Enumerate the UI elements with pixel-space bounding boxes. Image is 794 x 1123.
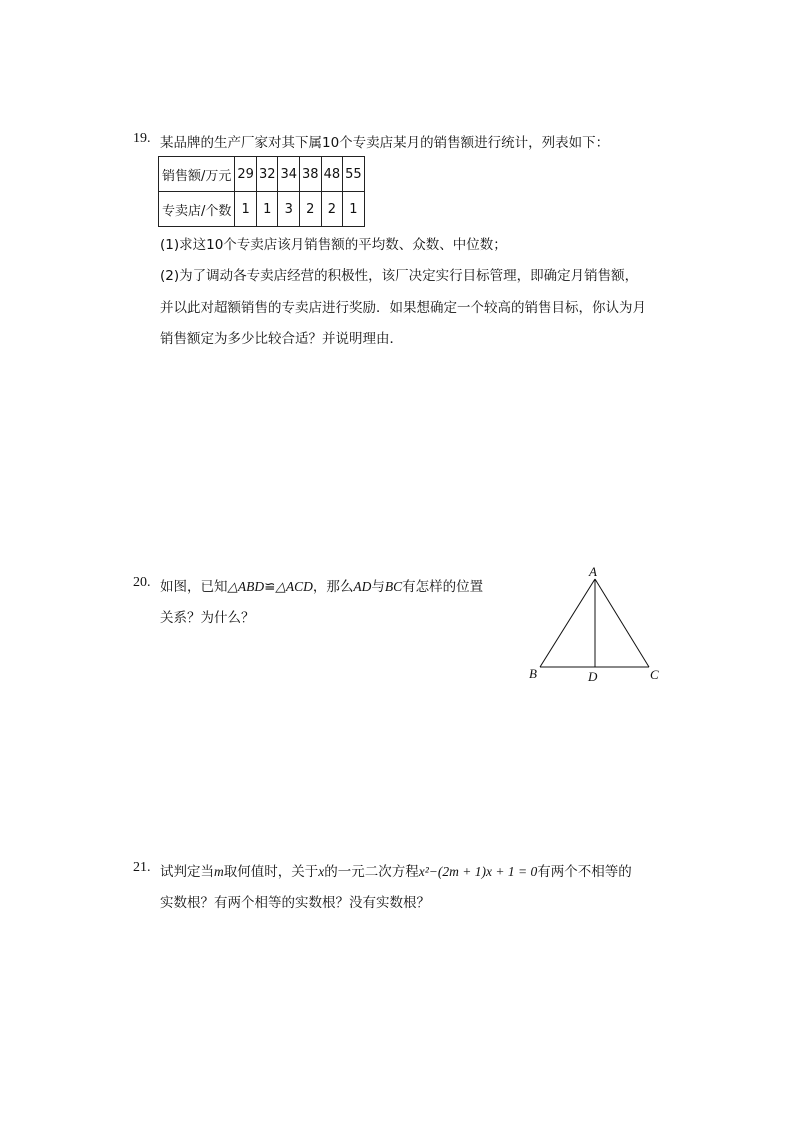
table-cell: 1 [343, 192, 365, 227]
triangle-acd: △ACD [275, 579, 313, 594]
question-number-20: 20. [133, 575, 151, 590]
label-a: A [589, 564, 597, 579]
table-header-stores: 专卖店/个数 [159, 192, 235, 227]
quadratic-equation: x²−(2m + 1)x + 1 = 0 [418, 864, 538, 879]
question-20-line2: 关系？为什么？ [160, 610, 255, 626]
segment-ac [595, 579, 649, 667]
table-row [159, 192, 365, 227]
variable-m: m [214, 864, 224, 879]
table-cell: 3 [278, 192, 300, 227]
sales-table [158, 156, 365, 227]
text: 如图，已知 [160, 579, 228, 595]
segment-bc: BC [384, 579, 403, 594]
label-d: D [588, 669, 598, 684]
text: 的一元二次方程 [324, 864, 419, 880]
text: 试判定当 [160, 864, 214, 880]
question-19-part2-line2: 并以此对超额销售的专卖店进行奖励．如果想确定一个较高的销售目标，你认为月 [160, 300, 646, 316]
label-b: B [529, 666, 537, 681]
question-19-stem: 某品牌的生产厂家对其下属10个专卖店某月的销售额进行统计，列表如下： [160, 135, 610, 151]
table-cell: 29 [235, 157, 257, 192]
variable-x: x [318, 864, 325, 879]
question-number-21: 21. [133, 860, 151, 875]
label-c: C [650, 667, 659, 682]
question-19-part2-line1: (2)为了调动各专卖店经营的积极性，该厂决定实行目标管理，即确定月销售额， [160, 268, 639, 284]
question-21-line1 [160, 860, 632, 880]
text: 取何值时，关于 [223, 864, 319, 880]
table-header-sales: 销售额/万元 [159, 157, 235, 192]
text: ，那么 [312, 579, 354, 595]
table-cell: 1 [235, 192, 257, 227]
table-row [159, 157, 365, 192]
question-number-19: 19. [133, 131, 151, 146]
text: 有两个不相等的 [537, 864, 632, 880]
triangle-abd: △ABD [227, 579, 265, 594]
text: 有怎样的位置 [402, 579, 484, 595]
segment-ab [540, 579, 595, 667]
table-cell: 2 [300, 192, 322, 227]
question-19-part2-line3: 销售额定为多少比较合适？并说明理由． [160, 331, 403, 347]
congruent-symbol: ≌ [264, 579, 276, 595]
question-20-line1 [160, 575, 483, 595]
table-cell: 48 [321, 157, 343, 192]
table-cell: 38 [300, 157, 322, 192]
table-cell: 32 [256, 157, 278, 192]
table-cell: 2 [321, 192, 343, 227]
text: 与 [371, 579, 385, 595]
segment-ad: AD [353, 579, 372, 594]
table-cell: 34 [278, 157, 300, 192]
question-21-line2: 实数根？有两个相等的实数根？没有实数根？ [160, 895, 430, 911]
triangle-figure [522, 562, 672, 687]
table-cell: 1 [256, 192, 278, 227]
question-19-part1: (1)求这10个专卖店该月销售额的平均数、众数、中位数； [160, 237, 507, 253]
table-cell: 55 [343, 157, 365, 192]
